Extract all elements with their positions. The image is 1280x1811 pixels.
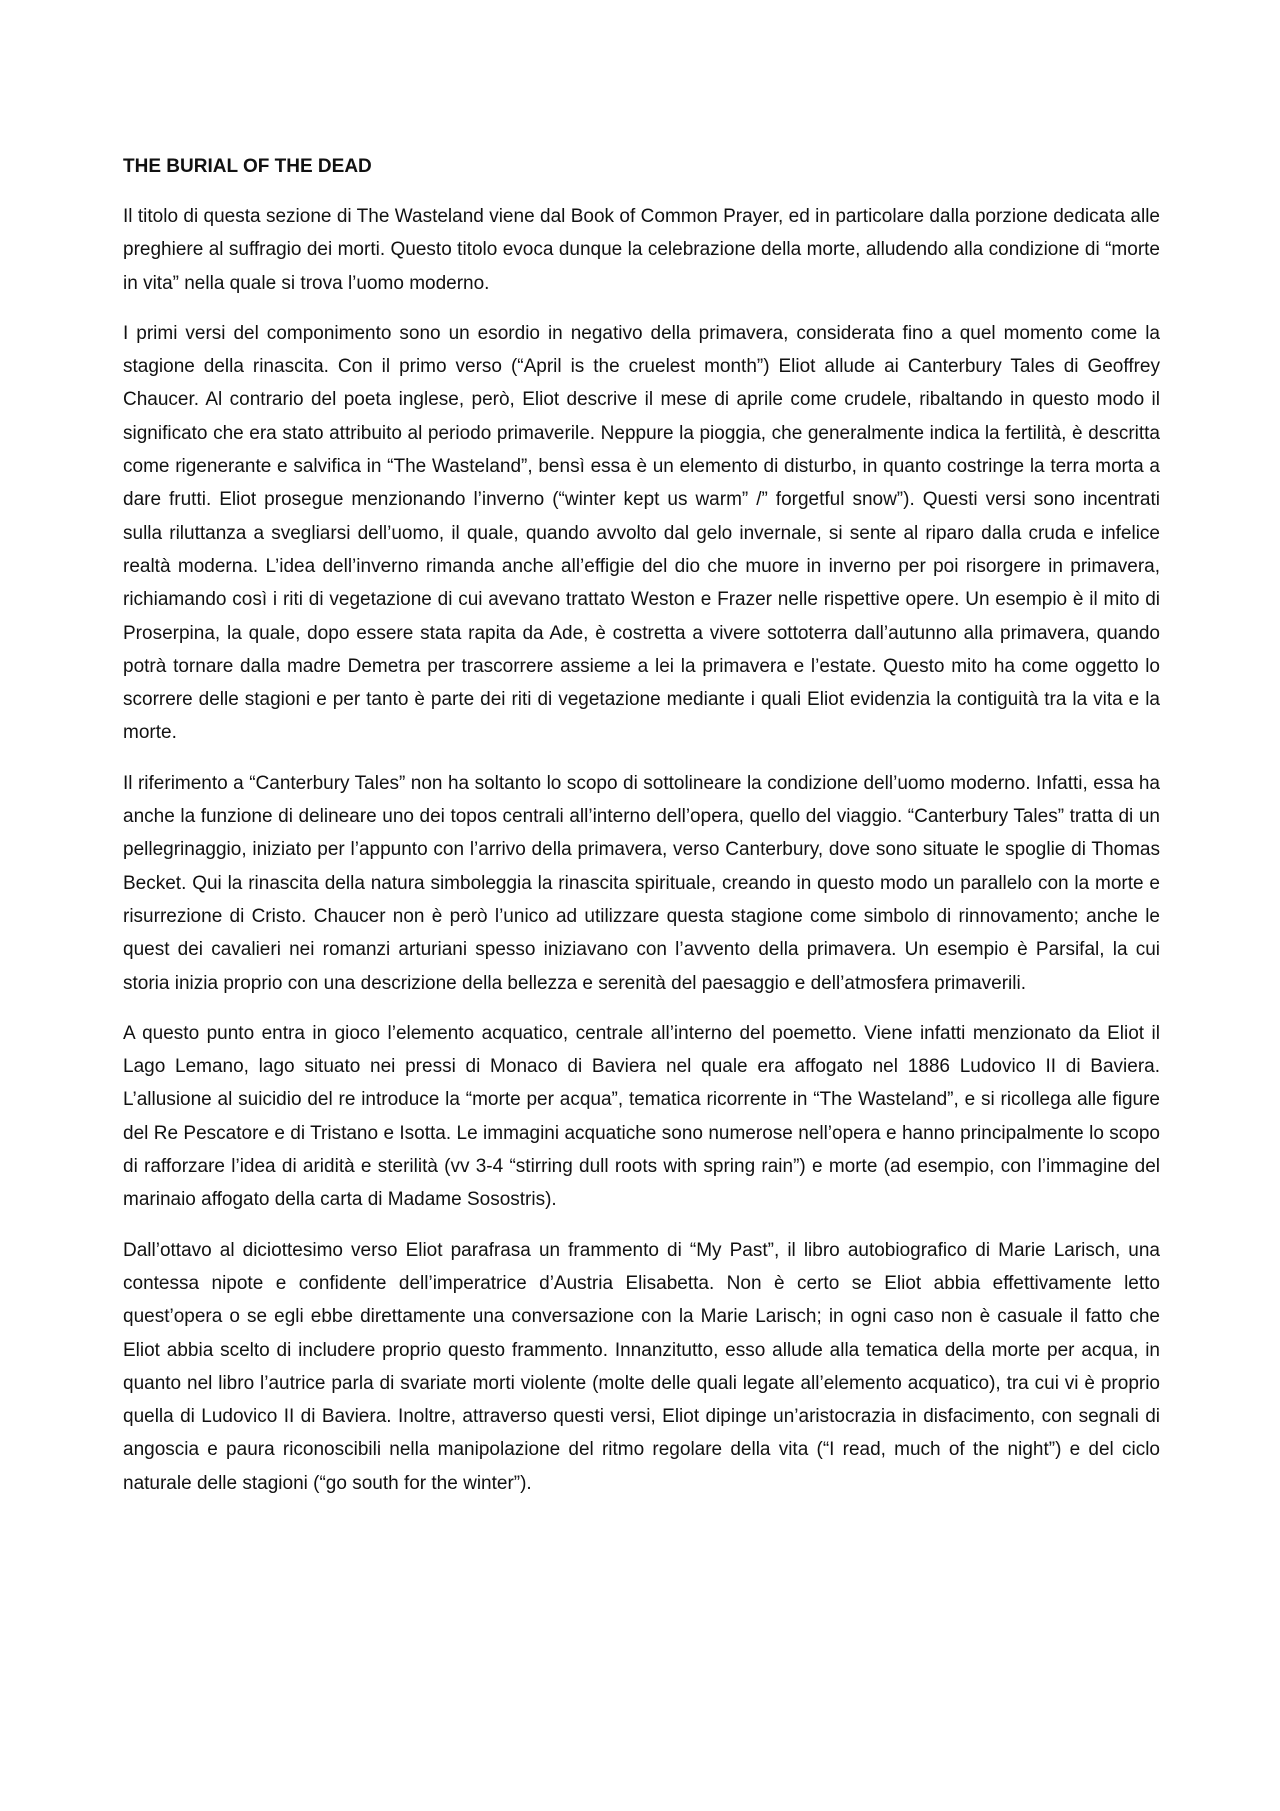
paragraph-canterbury: Il riferimento a “Canterbury Tales” non ha soltanto lo scopo di sottolineare la condizione dell’uomo moderno. Infatti, essa ha anche la funzione di delineare uno dei topos centrali all’interno dell’opera, quello del viaggio. “Canterbury Tales” tratta di un pellegrinaggio, iniziato per l’appunto con l’arrivo della primavera, verso Canterbury, dove sono situate le spoglie di Thomas Becket. Qui la rinascita della natura simboleggia la rinascita spirituale, creando in questo modo un parallelo con la morte e risurrezione di Cristo. Chaucer non è però l’unico ad utilizzare questa stagione come simbolo di rinnovamento; anche le quest dei cavalieri nei romanzi arturiani spesso iniziavano con l’avvento della primavera. Un esempio è Parsifal, la cui storia inizia proprio con una descrizione della bellezza e serenità del paesaggio e dell’atmosfera primaverili. bbox=[123, 772, 1160, 994]
section-title: THE BURIAL OF THE DEAD bbox=[123, 156, 372, 177]
paragraph-my-past: Dall’ottavo al diciottesimo verso Eliot parafrasa un frammento di “My Past”, il libro autobiografico di Marie Larisch, una contessa nipote e confidente dell’imperatrice d’Austria Elisabetta. Non è certo se Eliot abbia effettivamente letto quest’opera o se egli ebbe direttamente una conversazione con la Marie Larisch; in ogni caso non è casuale il fatto che Eliot abbia scelto di includere proprio questo frammento. Innanzitutto, esso allude alla tematica della morte per acqua, in quanto nel libro l’autrice parla di svariate morti violente (molte delle quali legate all’elemento acquatico), tra cui vi è proprio quella di Ludovico II di Baviera. Inoltre, attraverso questi versi, Eliot dipinge un’aristocrazia in disfacimento, con segnali di angoscia e paura riconoscibili nella manipolazione del ritmo regolare della vita (“I read, much of the night”) e del ciclo naturale delle stagioni (“go south for the winter”). bbox=[123, 1239, 1160, 1494]
paragraph-intro: Il titolo di questa sezione di The Wasteland viene dal Book of Common Prayer, ed in particolare dalla porzione dedicata alle preghiere al suffragio dei morti. Questo titolo evoca dunque la celebrazione della morte, alludendo alla condizione di “morte in vita” nella quale si trova l’uomo moderno. bbox=[123, 206, 1160, 294]
paragraph-spring: I primi versi del componimento sono un esordio in negativo della primavera, considerata fino a quel momento come la stagione della rinascita. Con il primo verso (“April is the cruelest month”) Eliot allude ai Canterbury Tales di Geoffrey Chaucer. Al contrario del poeta inglese, però, Eliot descrive il mese di aprile come crudele, ribaltando in questo modo il significato che era stato attribuito al periodo primaverile. Neppure la pioggia, che generalmente indica la fertilità, è descritta come rigenerante e salvifica in “The Wasteland”, bensì essa è un elemento di disturbo, in quanto costringe la terra morta a dare frutti. Eliot prosegue menzionando l’inverno (“winter kept us warm” /” forgetful snow”). Questi versi sono incentrati sulla riluttanza a svegliarsi dell’uomo, il quale, quando avvolto dal gelo invernale, si sente al riparo dalla cruda e infelice realtà moderna. L’idea dell’inverno rimanda anche all’effigie del dio che muore in inverno per poi risorgere in primavera, richiamando così i riti di vegetazione di cui avevano trattato Weston e Frazer nelle rispettive opere. Un esempio è il mito di Proserpina, la quale, dopo essere stata rapita da Ade, è costretta a vivere sottoterra dall’autunno alla primavera, quando potrà tornare dalla madre Demetra per trascorrere assieme a lei la primavera e l’estate. Questo mito ha come oggetto lo scorrere delle stagioni e per tanto è parte dei riti di vegetazione mediante i quali Eliot evidenzia la contiguità tra la vita e la morte. bbox=[123, 322, 1160, 744]
document-body bbox=[123, 150, 1160, 1517]
paragraph-water: A questo punto entra in gioco l’elemento acquatico, centrale all’interno del poemetto. Viene infatti menzionato da Eliot il Lago Lemano, lago situato nei pressi di Monaco di Baviera nel quale era affogato nel 1886 Ludovico II di Baviera. L’allusione al suicidio del re introduce la “morte per acqua”, tematica ricorrente in “The Wasteland”, e si ricollega alle figure del Re Pescatore e di Tristano e Isotta. Le immagini acquatiche sono numerose nell’opera e hanno principalmente lo scopo di rafforzare l’idea di aridità e sterilità (vv 3-4 “stirring dull roots with spring rain”) e morte (ad esempio, con l’immagine del marinaio affogato della carta di Madame Sosostris). bbox=[123, 1022, 1160, 1211]
